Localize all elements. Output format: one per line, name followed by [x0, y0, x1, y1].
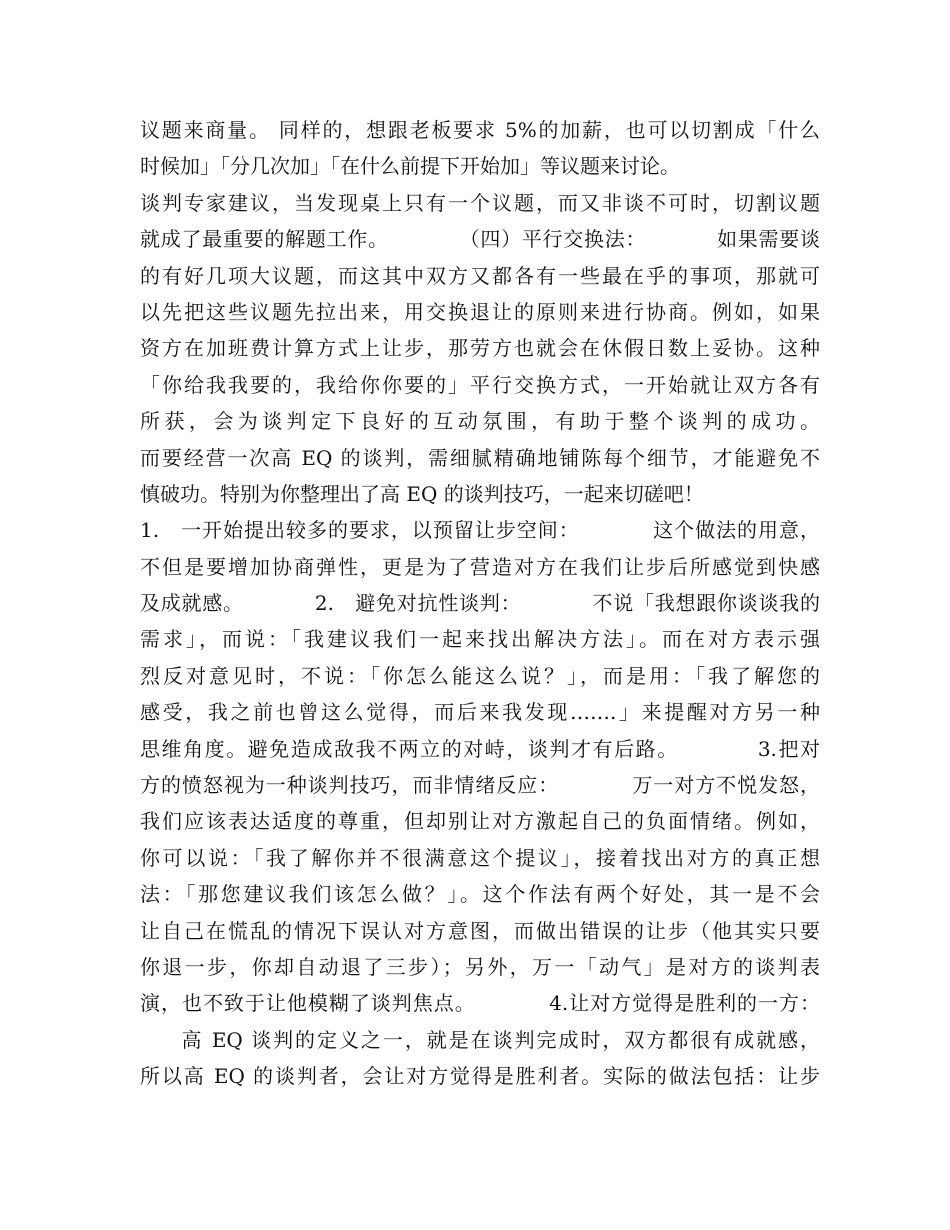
text-line: 让自己在慌乱的情况下误认对方意图，而做出错误的让步（他其实只要 [140, 918, 820, 943]
text-line: 演，也不致于让他模糊了谈判焦点。 4.让对方觉得是胜利的一方： [140, 991, 820, 1016]
text-line: 而要经营一次高 EQ 的谈判，需细腻精确地铺陈每个细节，才能避免不 [140, 445, 820, 470]
text-line: 不但是要增加协商弹性，更是为了营造对方在我们让步后所感觉到快感 [140, 554, 820, 579]
text-line: 你退一步，你却自动退了三步）；另外，万一「动气」是对方的谈判表 [140, 954, 820, 979]
text-line: 1. 一开始提出较多的要求，以预留让步空间： 这个做法的用意， [140, 518, 820, 543]
text-line: 烈反对意见时，不说：「你怎么能这么说？」，而是用：「我了解您的 [140, 663, 820, 688]
text-line: 及成就感。 2. 避免对抗性谈判： 不说「我想跟你谈谈我的 [140, 591, 820, 616]
text-line: 就成了最重要的解题工作。 （四）平行交换法： 如果需要谈 [140, 227, 820, 252]
text-line: 以先把这些议题先拉出来，用交换退让的原则来进行协商。例如，如果 [140, 299, 820, 324]
body-text [140, 112, 820, 1095]
text-line: 你可以说：「我了解你并不很满意这个提议」，接着找出对方的真正想 [140, 845, 820, 870]
text-line: 方的愤怒视为一种谈判技巧，而非情绪反应： 万一对方不悦发怒， [140, 773, 820, 798]
text-line: 谈判专家建议，当发现桌上只有一个议题，而又非谈不可时，切割议题 [140, 190, 820, 215]
text-line: 法：「那您建议我们该怎么做？」。这个作法有两个好处，其一是不会 [140, 882, 820, 907]
text-line: 所获，会为谈判定下良好的互动氛围，有助于整个谈判的成功。 [140, 409, 820, 434]
text-line: 慎破功。特别为你整理出了高 EQ 的谈判技巧，一起来切磋吧！ [140, 481, 704, 506]
text-line: 资方在加班费计算方式上让步，那劳方也就会在休假日数上妥协。这种 [140, 336, 820, 361]
text-line: 「你给我我要的，我给你你要的」平行交换方式，一开始就让双方各有 [140, 372, 820, 397]
text-line: 的有好几项大议题，而这其中双方又都各有一些最在乎的事项，那就可 [140, 263, 820, 288]
text-line: 所以高 EQ 的谈判者，会让对方觉得是胜利者。实际的做法包括：让步 [140, 1064, 820, 1089]
text-line: 时候加」「分几次加」「在什么前提下开始加」等议题来讨论。 [140, 154, 680, 179]
text-line: 思维角度。避免造成敌我不两立的对峙，谈判才有后路。 3.把对 [140, 736, 820, 761]
text-line: 感受，我之前也曾这么觉得，而后来我发现…….」来提醒对方另一种 [140, 700, 820, 725]
text-line: 我们应该表达适度的尊重，但却别让对方激起自己的负面情绪。例如， [140, 809, 820, 834]
text-line: 议题来商量。 同样的，想跟老板要求 5%的加薪，也可以切割成「什么 [140, 118, 820, 142]
text-line: 高 EQ 谈判的定义之一，就是在谈判完成时，双方都很有成就感， [140, 1027, 820, 1052]
text-line: 需求」，而说：「我建议我们一起来找出解决方法」。而在对方表示强 [140, 627, 820, 652]
